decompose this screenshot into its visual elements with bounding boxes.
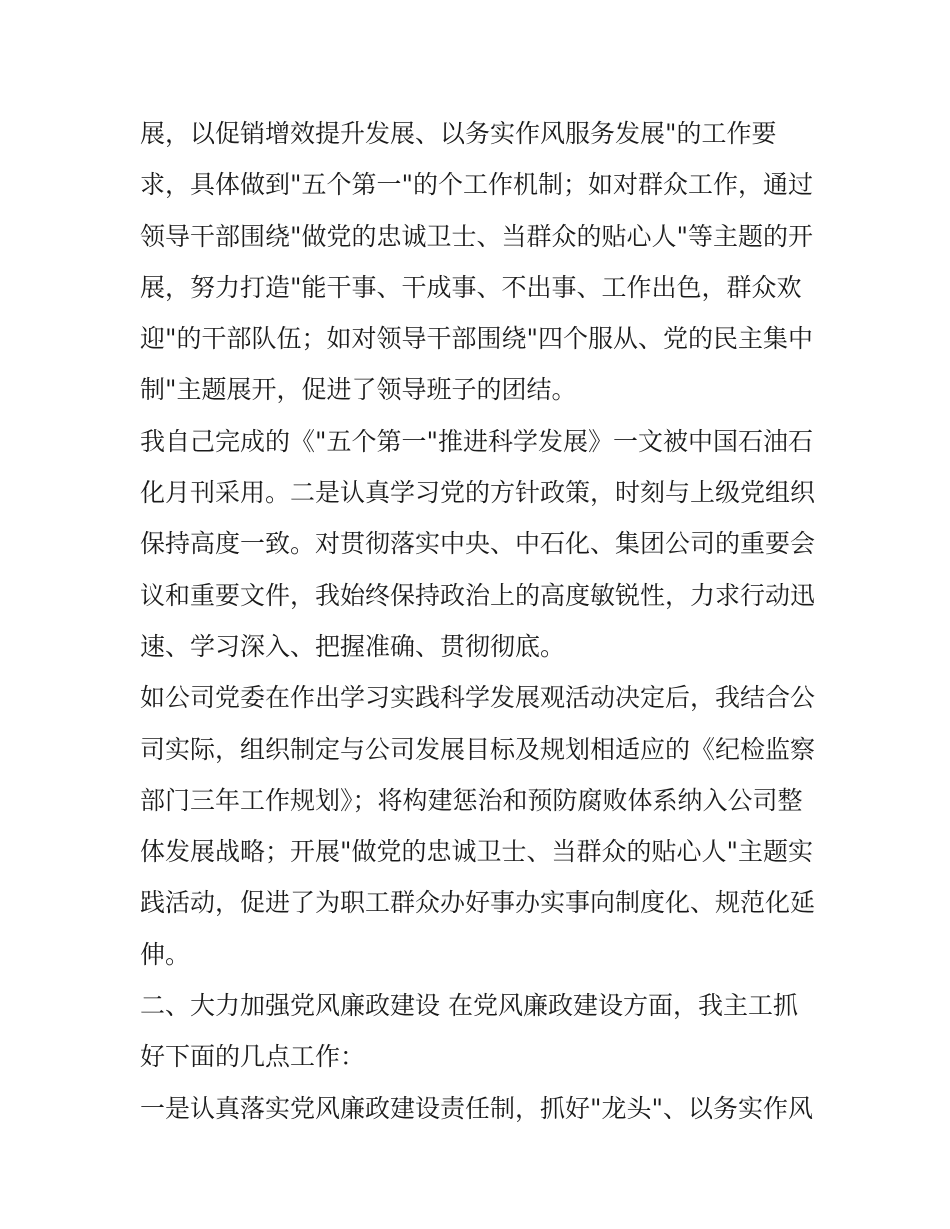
text-line: 司实际，组织制定与公司发展目标及规划相适应的《纪检监察 — [140, 734, 816, 764]
text-line: 一是认真落实党风廉政建设责任制，抓好"龙头"、以务实作风 — [140, 1093, 814, 1123]
text-line: 我自己完成的《"五个第一"推进科学发展》一文被中国石油石 — [140, 426, 814, 456]
text-line: 展，以促销增效提升发展、以务实作风服务发展"的工作要 — [140, 119, 777, 148]
text-line: 领导干部围绕"做党的忠诚卫士、当群众的贴心人"等主题的开 — [140, 221, 814, 251]
text-line: 体发展战略；开展"做党的忠诚卫士、当群众的贴心人"主题实 — [140, 837, 814, 867]
document-body — [140, 108, 820, 1134]
text-line: 好下面的几点工作： — [140, 1042, 366, 1072]
text-line: 速、学习深入、把握准确、贯彻彻底。 — [140, 631, 566, 661]
text-line: 如公司党委在作出学习实践科学发展观活动决定后，我结合公 — [140, 683, 816, 713]
text-line: 议和重要文件，我始终保持政治上的高度敏锐性，力求行动迅 — [140, 580, 816, 610]
text-line: 二、大力加强党风廉政建设 在党风廉政建设方面，我主工抓 — [140, 991, 798, 1021]
text-line: 伸。 — [140, 939, 191, 969]
text-line: 求，具体做到"五个第一"的个工作机制；如对群众工作，通过 — [140, 170, 814, 200]
text-line: 迎"的干部队伍；如对领导干部围绕"四个服从、党的民主集中 — [140, 324, 814, 354]
text-line: 制"主题展开，促进了领导班子的团结。 — [140, 375, 577, 405]
text-line: 践活动，促进了为职工群众办好事办实事向制度化、规范化延 — [140, 888, 816, 918]
text-line: 保持高度一致。对贯彻落实中央、中石化、集团公司的重要会 — [140, 529, 816, 559]
text-line: 化月刊采用。二是认真学习党的方针政策，时刻与上级党组织 — [140, 478, 816, 508]
text-line: 部门三年工作规划》；将构建惩治和预防腐败体系纳入公司整 — [140, 785, 803, 815]
text-line: 展，努力打造"能干事、干成事、不出事、工作出色，群众欢 — [140, 272, 802, 302]
